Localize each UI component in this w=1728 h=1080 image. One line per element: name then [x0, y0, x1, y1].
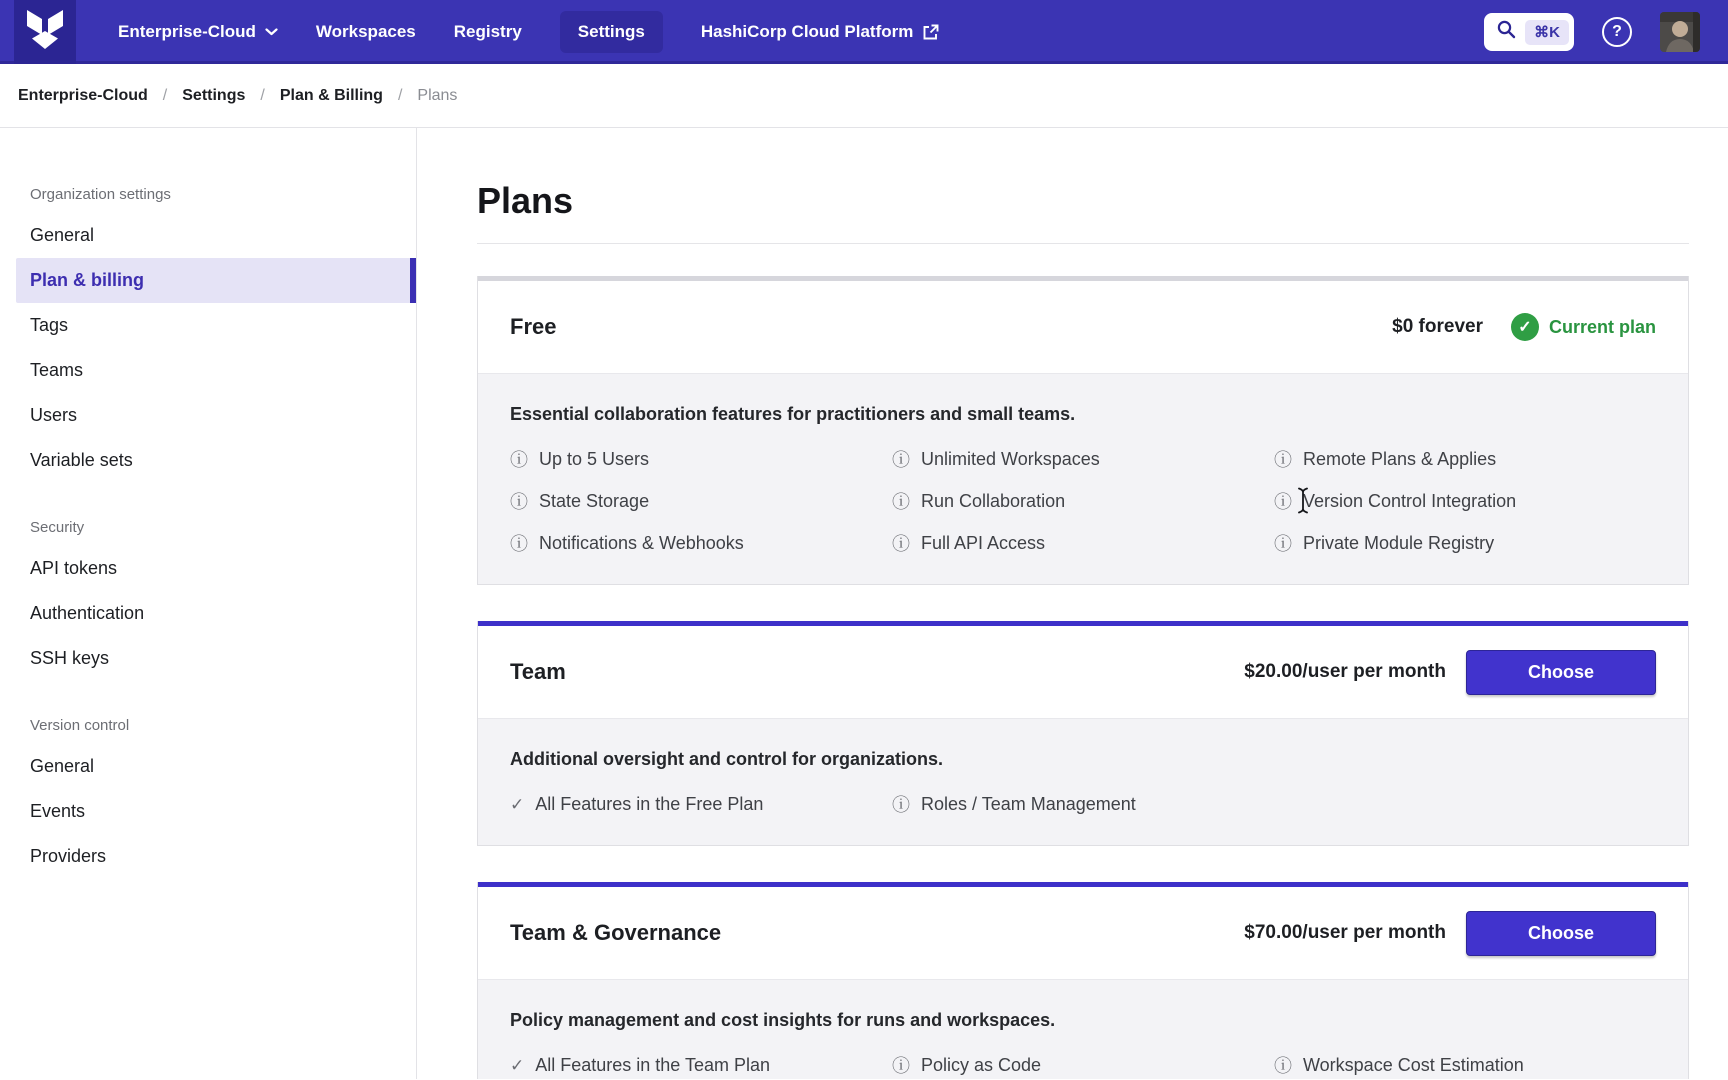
feature-label: All Features in the Free Plan — [535, 794, 764, 814]
feature-label: Remote Plans & Applies — [1303, 449, 1497, 469]
sidebar-section-heading: Version control — [30, 717, 130, 734]
plan-card-team — [477, 621, 1689, 846]
current-plan-label: Current plan — [1548, 316, 1656, 337]
nav-item-label: Registry — [453, 22, 522, 41]
feature-item — [892, 491, 1274, 512]
info-icon[interactable]: ⓘ — [510, 449, 528, 470]
info-icon[interactable]: ⓘ — [1274, 1055, 1292, 1076]
breadcrumb-item-enterprise-cloud[interactable]: Enterprise-Cloud — [18, 86, 148, 104]
feature-item — [510, 491, 892, 512]
feature-label: Up to 5 Users — [539, 449, 650, 469]
sidebar-item-general[interactable]: General — [30, 225, 95, 245]
info-icon[interactable]: ⓘ — [892, 449, 910, 470]
chevron-down-icon — [265, 28, 278, 36]
feature-label: Run Collaboration — [921, 491, 1066, 511]
info-icon[interactable]: ⓘ — [1274, 449, 1292, 470]
sidebar-section-heading: Organization settings — [30, 186, 171, 203]
plan-body — [478, 373, 1688, 584]
nav-item-label: Enterprise-Cloud — [118, 22, 256, 41]
sidebar-item-general[interactable]: General — [30, 756, 95, 776]
sidebar-item-users[interactable]: Users — [30, 405, 78, 425]
help-button[interactable]: ? — [1602, 17, 1632, 47]
plan-header — [478, 626, 1688, 718]
plan-header-right — [1244, 911, 1656, 956]
nav-item-registry[interactable] — [454, 22, 522, 42]
plan-features — [510, 449, 1656, 554]
feature-label: Private Module Registry — [1303, 533, 1495, 553]
plan-cards — [477, 276, 1689, 1079]
sidebar-item-ssh-keys[interactable]: SSH keys — [30, 648, 110, 668]
sidebar-item-variable-sets[interactable]: Variable sets — [30, 450, 133, 470]
nav-item-label: HashiCorp Cloud Platform — [700, 22, 914, 41]
sidebar-section-version-control — [0, 717, 416, 879]
search-button[interactable] — [1484, 13, 1574, 51]
plan-card-team-governance — [477, 882, 1689, 1079]
info-icon[interactable]: ⓘ — [892, 1055, 910, 1076]
top-navbar — [0, 0, 1728, 64]
settings-sidebar — [0, 128, 417, 1079]
nav-item-enterprise-cloud[interactable] — [118, 22, 278, 42]
nav-item-hashicorp-cloud-platform[interactable] — [701, 22, 940, 42]
text-cursor-icon — [1297, 487, 1309, 514]
nav-item-label: Workspaces — [315, 22, 416, 41]
info-icon[interactable]: ⓘ — [1274, 491, 1292, 512]
current-plan-badge — [1511, 313, 1656, 341]
breadcrumb-separator: / — [397, 86, 403, 104]
search-shortcut-badge: ⌘K — [1525, 20, 1569, 45]
sidebar-item-authentication[interactable]: Authentication — [30, 603, 145, 623]
plan-card-free — [477, 276, 1689, 585]
feature-item — [510, 1055, 892, 1076]
plan-description: Policy management and cost insights for runs and workspaces. — [510, 1010, 1056, 1030]
search-icon — [1497, 20, 1516, 44]
feature-item — [892, 1055, 1274, 1076]
feature-label: Workspace Cost Estimation — [1303, 1055, 1524, 1075]
feature-item — [510, 533, 892, 554]
plan-header-right — [1244, 650, 1656, 695]
choose-button[interactable]: Choose — [1466, 911, 1656, 956]
plan-header — [478, 887, 1688, 979]
sidebar-item-tags[interactable]: Tags — [30, 315, 69, 335]
plan-features — [510, 794, 1656, 815]
plan-price: $70.00/user per month — [1244, 922, 1446, 943]
plan-description: Essential collaboration features for practitioners and small teams. — [510, 404, 1076, 424]
breadcrumb-separator: / — [260, 86, 265, 104]
primary-nav — [118, 11, 939, 53]
sidebar-section-security — [0, 519, 416, 681]
feature-item — [1274, 449, 1656, 470]
page-title: Plans — [477, 180, 574, 221]
sidebar-section-heading: Security — [30, 519, 85, 536]
info-icon[interactable]: ⓘ — [892, 794, 910, 815]
nav-item-workspaces[interactable] — [316, 22, 416, 42]
plan-features — [510, 1055, 1656, 1076]
plan-price: $0 forever — [1392, 316, 1483, 337]
terraform-logo-icon — [25, 8, 65, 57]
feature-label: Roles / Team Management — [921, 794, 1136, 814]
sidebar-item-providers[interactable]: Providers — [30, 846, 107, 866]
info-icon[interactable]: ⓘ — [892, 533, 910, 554]
info-icon[interactable]: ⓘ — [510, 533, 528, 554]
plan-name: Team & Governance — [510, 920, 722, 945]
choose-button[interactable]: Choose — [1466, 650, 1656, 695]
plan-body — [478, 979, 1688, 1079]
info-icon[interactable]: ⓘ — [1274, 533, 1292, 554]
feature-item — [892, 533, 1274, 554]
breadcrumb-item-plan-billing[interactable]: Plan & Billing — [279, 86, 383, 104]
mouse-text-cursor — [1297, 487, 1309, 519]
sidebar-item-plan-billing[interactable]: Plan & billing — [16, 258, 416, 303]
feature-label: Unlimited Workspaces — [921, 449, 1100, 469]
breadcrumb-separator: / — [162, 86, 168, 104]
navbar-right — [1484, 12, 1728, 52]
nav-item-label: Settings — [577, 22, 645, 41]
sidebar-item-teams[interactable]: Teams — [30, 360, 84, 380]
feature-item — [1274, 491, 1656, 512]
breadcrumb-item-plans: Plans — [417, 86, 458, 104]
terraform-logo[interactable] — [14, 0, 76, 64]
sidebar-item-events[interactable]: Events — [30, 801, 86, 821]
plan-description: Additional oversight and control for organizations. — [510, 749, 944, 769]
check-icon: ✓ — [510, 795, 525, 814]
nav-item-settings[interactable] — [560, 11, 663, 53]
feature-item — [1274, 533, 1656, 554]
sidebar-section-organization-settings — [0, 186, 416, 483]
plan-name: Free — [510, 314, 557, 339]
feature-label: All Features in the Team Plan — [535, 1055, 771, 1075]
plan-price: $20.00/user per month — [1244, 661, 1446, 682]
plan-header-right — [1392, 313, 1656, 341]
title-divider — [477, 243, 1689, 244]
external-link-icon — [922, 24, 939, 41]
plans-page — [417, 128, 1728, 1079]
feature-item — [510, 449, 892, 470]
user-avatar[interactable] — [1660, 12, 1700, 52]
check-circle-icon: ✓ — [1511, 313, 1539, 341]
plan-header — [478, 281, 1688, 373]
sidebar-item-api-tokens[interactable]: API tokens — [30, 558, 118, 578]
feature-label: Notifications & Webhooks — [539, 533, 744, 553]
plan-name: Team — [510, 659, 566, 684]
breadcrumb — [0, 64, 1728, 128]
feature-label: Full API Access — [921, 533, 1046, 553]
feature-item — [892, 449, 1274, 470]
info-icon[interactable]: ⓘ — [892, 491, 910, 512]
plan-body — [478, 718, 1688, 845]
breadcrumb-item-settings[interactable]: Settings — [182, 86, 246, 104]
feature-label: Version Control Integration — [1303, 491, 1516, 512]
check-icon: ✓ — [510, 1056, 525, 1075]
feature-label: State Storage — [539, 491, 650, 511]
info-icon[interactable]: ⓘ — [510, 491, 528, 512]
feature-item — [1274, 1055, 1656, 1076]
feature-item — [892, 794, 1274, 815]
feature-item — [510, 794, 892, 815]
feature-label: Policy as Code — [921, 1055, 1042, 1075]
